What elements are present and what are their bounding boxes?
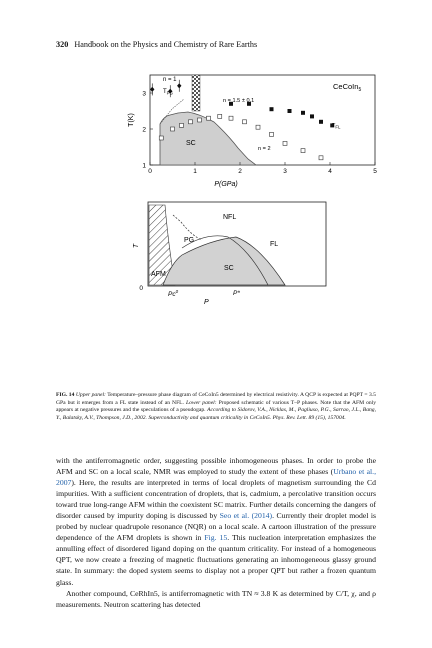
lower-label-pc-sup: 0 bbox=[175, 289, 179, 294]
lower-label-afm: AFM bbox=[151, 271, 166, 278]
upper-x-label: P(GPa) bbox=[214, 181, 238, 188]
point-t-c bbox=[218, 114, 222, 118]
point-t-c bbox=[198, 118, 202, 122]
upper-label-sc: SC bbox=[186, 140, 196, 147]
caption-lower-text: Proposed schematic of various T–P phases. Note that the AFM only appears at negative pressures and the speculations of a pseudogap. bbox=[56, 399, 377, 414]
point-t-fl bbox=[270, 107, 274, 111]
upper-checker-band bbox=[192, 75, 200, 111]
paragraph-2: Another compound, CeRhIn5, is antiferromagnetic with TN ≈ 3.8 K as determined by C/T, χ, and ρ measurements. Neutron scattering has detected bbox=[56, 588, 376, 609]
upper-phase-diagram bbox=[128, 75, 377, 188]
lower-label-fl: FL bbox=[270, 241, 279, 248]
page-number: 320 bbox=[56, 40, 69, 49]
p1-part-b: ). Here, the results are interpreted in terms of local droplets of magnetism surrounding the Cd impurities. With a sufficient concentration of droplets, that is, cadmium, a percolative transition occurs toward true long-range AFM within the coexistent SC matrix. Further details concerning the dangers of disorder caused by impurity doping is discussed by bbox=[56, 478, 376, 521]
lower-label-sc: SC bbox=[224, 265, 234, 272]
point-t-c bbox=[171, 127, 175, 131]
figure-link-15[interactable]: Fig. 15 bbox=[204, 533, 228, 543]
point-t-fl bbox=[319, 120, 323, 124]
upper-label-n15: n = 1.5 ± 0.1 bbox=[223, 98, 255, 104]
lower-label-t: T bbox=[133, 243, 140, 249]
point-t-pg bbox=[150, 87, 154, 92]
caption-upper-label: Upper panel: bbox=[75, 392, 106, 398]
upper-label-tfl: $T_{FL}$ bbox=[332, 123, 341, 130]
figure-caption bbox=[56, 392, 376, 422]
lower-label-pc bbox=[168, 289, 179, 298]
lower-sc-region bbox=[163, 237, 285, 285]
point-t-fl bbox=[301, 111, 305, 115]
point-t-c bbox=[159, 136, 163, 140]
point-t-c bbox=[319, 156, 323, 160]
point-t-c bbox=[256, 125, 260, 129]
point-t-c bbox=[180, 123, 184, 127]
caption-fig-label: FIG. 14 bbox=[56, 392, 75, 398]
caption-upper-text: Temperature–pressure phase diagram of CeCoIn5 determined by electrical resistivity. A QCP is expected at PQPT = 3.5 GPa but it emerges from a FL state instead of an NFL. bbox=[56, 392, 376, 406]
p1-part-a: with the antiferromagnetic order, suggesting possible inhomogeneous phases. In order to probe the AFM and SC on a local scale, NMR was employed to study the extent of these phases ( bbox=[56, 456, 376, 477]
caption-lower-label: Lower panel: bbox=[186, 399, 217, 406]
lower-label-p: P bbox=[204, 299, 209, 306]
citation-link-urbano[interactable]: Urbano et al., 2007 bbox=[56, 467, 377, 488]
p1-part-c: . Currently their droplet model is probed by nuclear quadrupole resonance (NQR) on a local scale. A cartoon illustration of the pressure dependence of the AFM droplets is shown in bbox=[56, 511, 377, 543]
lower-label-pg: PG bbox=[184, 237, 195, 244]
lower-label-pstar: P* bbox=[233, 290, 240, 297]
point-t-c bbox=[270, 132, 274, 136]
x-tick-label: 3 bbox=[283, 168, 287, 175]
body-text bbox=[56, 455, 376, 610]
x-tick-label: 5 bbox=[373, 168, 377, 175]
x-tick-label: 4 bbox=[328, 168, 332, 175]
x-tick-label: 2 bbox=[238, 168, 242, 175]
point-t-c bbox=[301, 149, 305, 153]
point-t-c bbox=[229, 116, 233, 120]
point-t-pg bbox=[177, 83, 181, 88]
y-tick-label: 1 bbox=[142, 162, 146, 170]
upper-label-n1: n = 1 bbox=[163, 77, 177, 83]
p1-part-d: . This nucleation interpretation emphasizes the annulling effect of disordered ligand doping on the quantum criticality. For instead of a homogeneous QPT, we now create a freezing of magnetic fluctuations generating an inhomogeneous glassy ground state. In summary: the doped system seems to display not a proper QPT but rather a frozen quantum glass. bbox=[56, 533, 376, 587]
x-tick-label: 0 bbox=[148, 168, 152, 175]
lower-label-origin: 0 bbox=[139, 285, 143, 292]
point-t-c bbox=[189, 120, 193, 124]
figure-14 bbox=[0, 0, 432, 320]
point-t-c bbox=[243, 120, 247, 124]
upper-label-cecoin5: CeCoIn$_5$ bbox=[333, 82, 362, 93]
point-t-c bbox=[283, 141, 287, 145]
point-t-c bbox=[207, 116, 211, 120]
lower-label-nfl: NFL bbox=[223, 214, 237, 221]
running-title: Handbook on the Physics and Chemistry of Rare Earths bbox=[74, 40, 258, 49]
citation-link-seo[interactable]: Seo et al. (2014) bbox=[219, 511, 273, 521]
lower-schematic bbox=[133, 202, 326, 306]
point-t-fl bbox=[288, 109, 292, 113]
upper-label-tpg: $T_{PG}$ bbox=[163, 89, 173, 96]
caption-citation: According to Sidorov, V.A., Nicklas, M., Pagliuso, P.G., Sarrao, J.L., Bang, Y., Balatsky, A.V., Thompson, J.D., 2002. Superconductivity and quantum criticality in CeCoIn5. Phys. Rev. Lett. 89 (15), 157004. bbox=[56, 407, 377, 421]
upper-y-label: T(K) bbox=[128, 113, 135, 127]
upper-label-n2: n = 2 bbox=[258, 146, 271, 152]
x-tick-label: 1 bbox=[193, 168, 197, 175]
paragraph-1 bbox=[56, 455, 376, 588]
y-tick-label: 3 bbox=[142, 90, 146, 98]
point-t-fl bbox=[310, 114, 314, 118]
lower-label-pc-main: Pc bbox=[168, 291, 176, 298]
y-tick-label: 2 bbox=[142, 126, 146, 134]
